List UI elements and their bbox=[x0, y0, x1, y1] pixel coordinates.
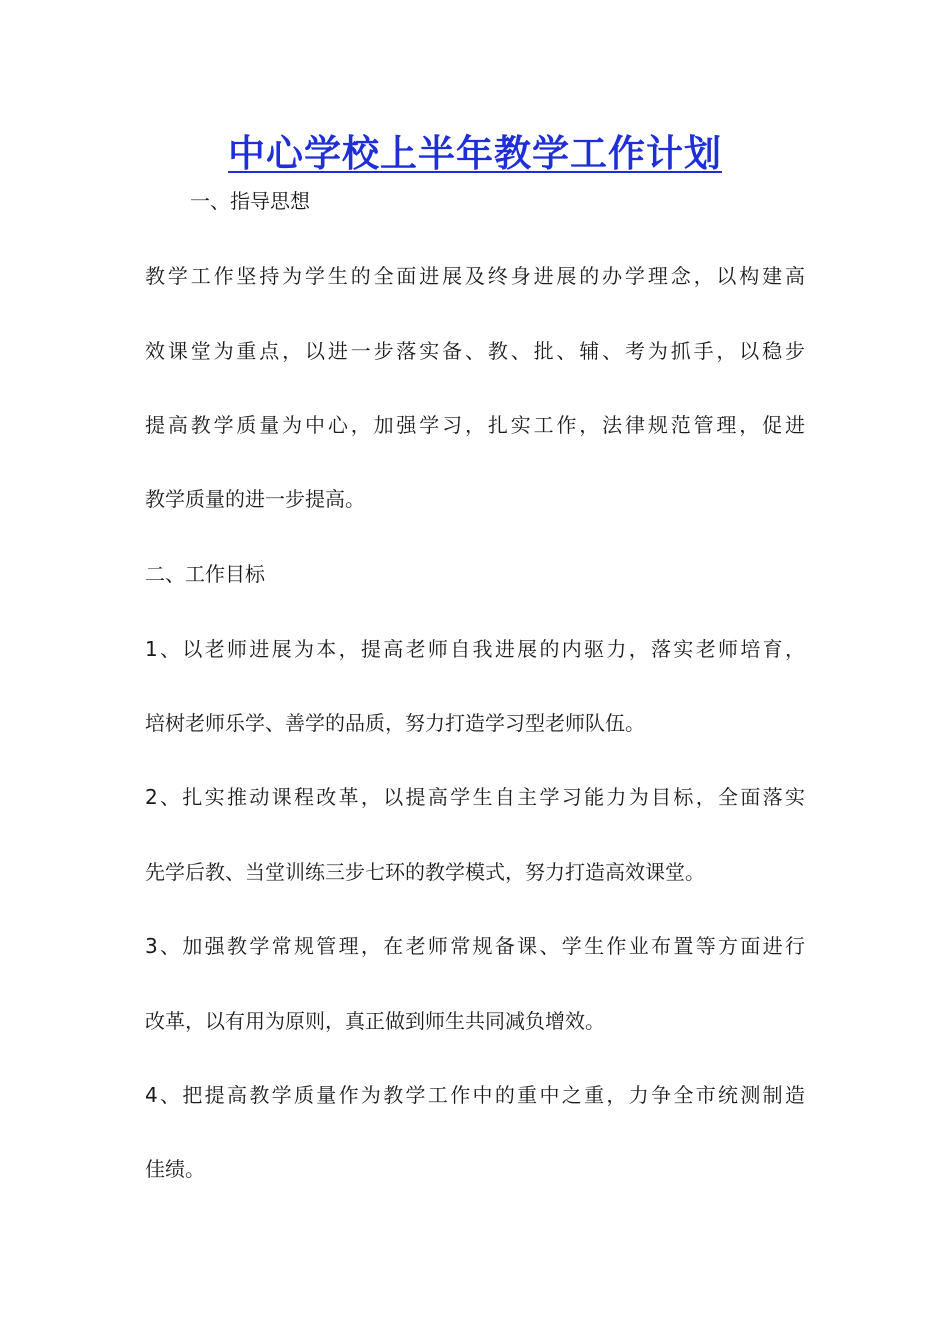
goal-item-line: 4、把提高教学质量作为教学工作中的重中之重，力争全市统测制造 bbox=[145, 1083, 805, 1107]
section-heading-work-goals: 二、工作目标 bbox=[145, 562, 265, 586]
goal-item-line: 3、加强教学常规管理，在老师常规备课、学生作业布置等方面进行 bbox=[145, 934, 805, 958]
goal-item-line: 改革，以有用为原则，真正做到师生共同减负增效。 bbox=[145, 1009, 605, 1033]
paragraph-line: 教学工作坚持为学生的全面进展及终身进展的办学理念，以构建高 bbox=[145, 264, 805, 288]
goal-item-line: 1、以老师进展为本，提高老师自我进展的内驱力，落实老师培育， bbox=[145, 637, 805, 661]
section-heading-guiding-ideology: 一、指导思想 bbox=[190, 189, 310, 213]
paragraph-line: 效课堂为重点，以进一步落实备、教、批、辅、考为抓手，以稳步 bbox=[145, 339, 805, 363]
document-title: 中心学校上半年教学工作计划 bbox=[228, 132, 722, 175]
goal-item-line: 佳绩。 bbox=[145, 1157, 205, 1181]
paragraph-line: 教学质量的进一步提高。 bbox=[145, 487, 365, 511]
goal-item-line: 先学后教、当堂训练三步七环的教学模式，努力打造高效课堂。 bbox=[145, 860, 705, 884]
goal-item-line: 培树老师乐学、善学的品质，努力打造学习型老师队伍。 bbox=[145, 711, 645, 735]
paragraph-line: 提高教学质量为中心，加强学习，扎实工作，法律规范管理，促进 bbox=[145, 413, 805, 437]
goal-item-line: 2、扎实推动课程改革，以提高学生自主学习能力为目标，全面落实 bbox=[145, 785, 805, 809]
